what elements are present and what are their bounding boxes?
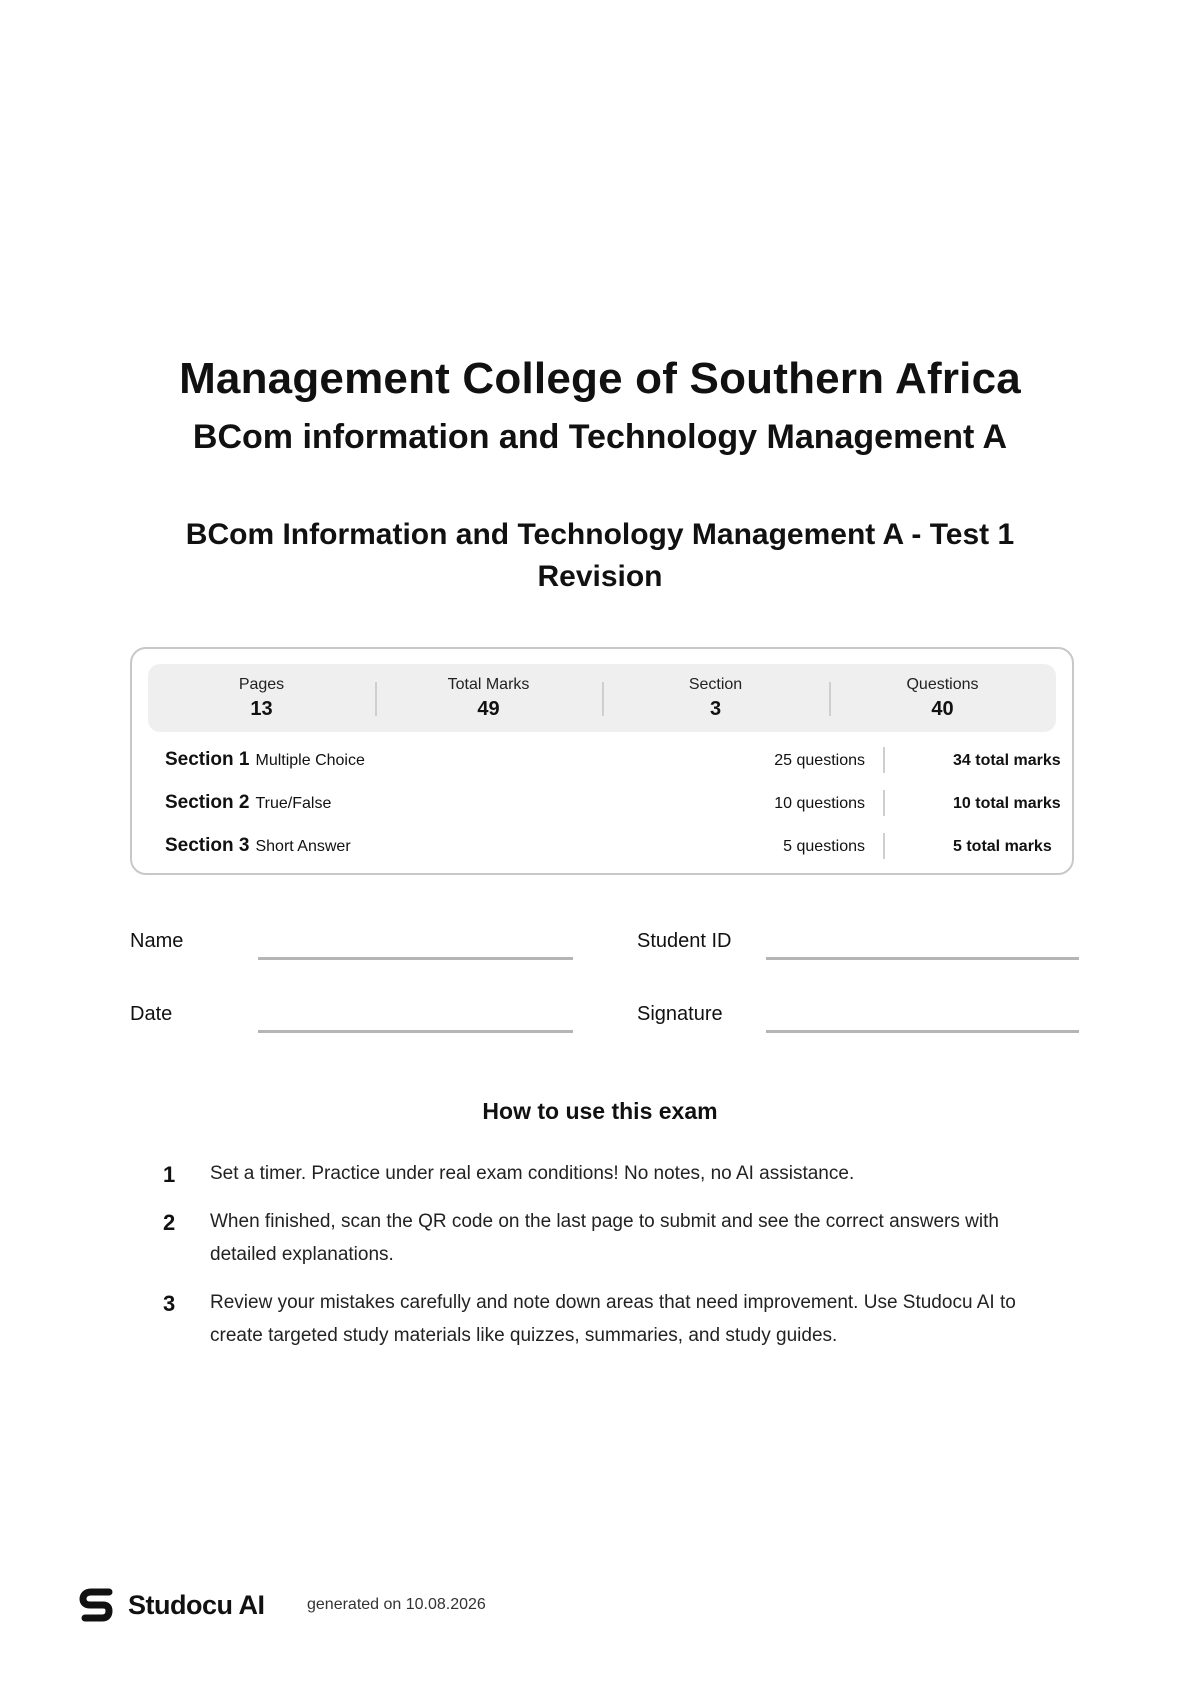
section-marks: 10 total marks (953, 795, 1061, 812)
section-row-3 (165, 835, 1052, 859)
section-label: Section 3 (165, 835, 250, 856)
stat-label: Pages (238, 676, 285, 693)
section-name (165, 792, 331, 814)
stat-value: 13 (250, 698, 273, 720)
stat-total-marks (375, 664, 602, 732)
student-id-label: Student ID (637, 930, 732, 952)
institution-title: Management College of Southern Africa (179, 354, 1021, 403)
section-label: Section 1 (165, 749, 250, 770)
stat-section (602, 664, 829, 732)
section-type: Short Answer (255, 838, 351, 855)
section-questions: 5 questions (783, 838, 865, 855)
stat-label: Total Marks (447, 676, 530, 693)
step-text: When finished, scan the QR code on the last page to submit and see the correct answers with detailed explanations. (210, 1211, 999, 1265)
course-title: BCom information and Technology Management A (192, 418, 1008, 456)
section-type: Multiple Choice (255, 752, 365, 769)
section-divider (883, 747, 885, 773)
section-row-2 (165, 792, 1061, 816)
exam-summary-box (130, 647, 1074, 875)
section-label: Section 2 (165, 792, 250, 813)
step-number: 3 (163, 1291, 176, 1316)
name-label: Name (130, 930, 184, 952)
signature-label: Signature (637, 1003, 723, 1025)
date-label: Date (130, 1003, 173, 1025)
stat-value: 49 (477, 698, 500, 720)
step-number: 2 (163, 1210, 176, 1235)
section-marks: 34 total marks (953, 752, 1061, 769)
section-type: True/False (255, 795, 332, 812)
section-questions: 25 questions (774, 752, 865, 769)
stat-pages (148, 664, 375, 732)
stat-label: Questions (906, 676, 979, 693)
stat-value: 40 (931, 698, 954, 720)
section-marks: 5 total marks (953, 838, 1052, 855)
section-name (165, 835, 351, 857)
stats-bar (148, 664, 1056, 732)
step-number: 1 (163, 1162, 176, 1187)
step-text: Set a timer. Practice under real exam conditions! No notes, no AI assistance. (210, 1163, 855, 1184)
stat-label: Section (688, 676, 743, 693)
section-name (165, 749, 365, 771)
stat-questions (829, 664, 1056, 732)
studocu-logo-icon (79, 1586, 115, 1624)
signature-field[interactable] (766, 1030, 1079, 1033)
brand-name: Studocu AI (128, 1590, 265, 1620)
section-row-1 (165, 749, 1061, 773)
stat-value: 3 (709, 698, 722, 720)
test-title: BCom Information and Technology Management A - Test 1 Revision (185, 518, 1015, 593)
student-id-field[interactable] (766, 957, 1079, 960)
section-questions: 10 questions (774, 795, 865, 812)
step-text: Review your mistakes carefully and note down areas that need improvement. Use Studocu AI to create targeted study materials like quizzes, summaries, and study guides. (210, 1292, 1016, 1346)
generated-date: generated on 10.08.2026 (307, 1596, 486, 1613)
name-field[interactable] (258, 957, 573, 960)
date-field[interactable] (258, 1030, 573, 1033)
section-divider (883, 833, 885, 859)
instructions-title: How to use this exam (482, 1098, 718, 1124)
section-divider (883, 790, 885, 816)
